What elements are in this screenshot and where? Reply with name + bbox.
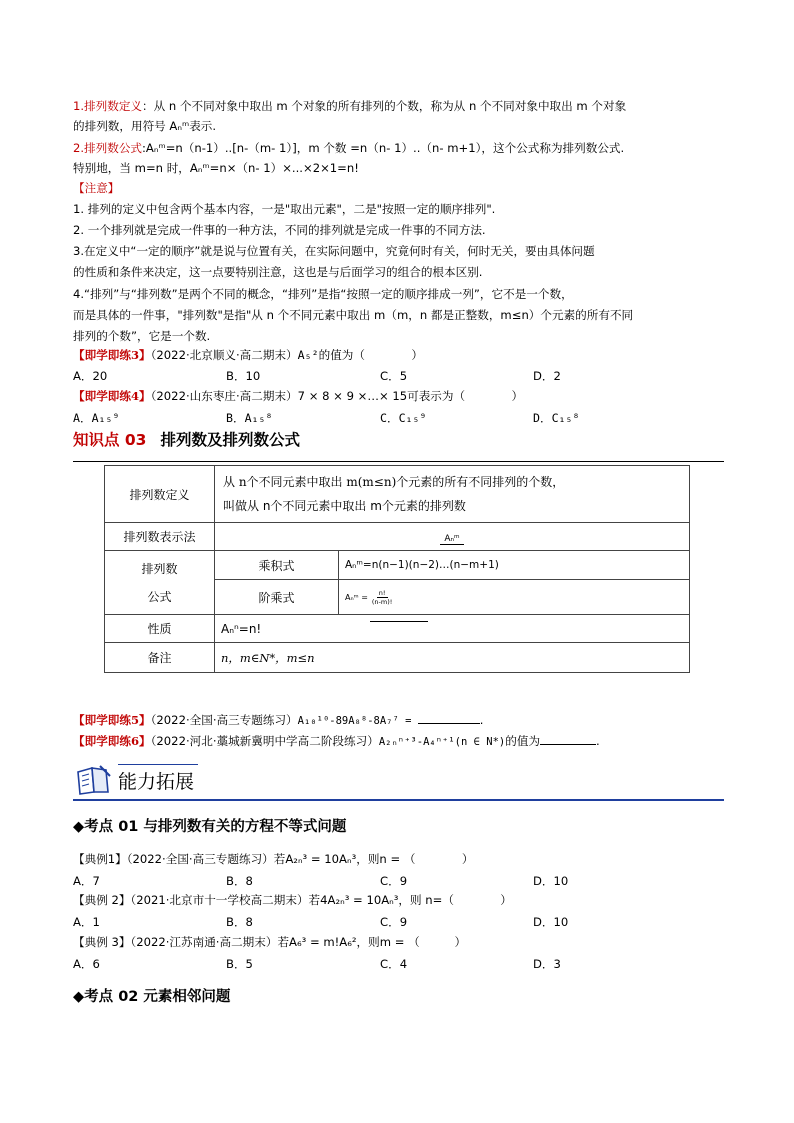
practice-5-stem	[73, 710, 483, 731]
product-value-cell: Aₙᵐ=n(n−1)(n−2)…(n−m+1)	[339, 551, 690, 580]
definition-label: 1.排列数定义	[73, 99, 143, 113]
factorial-lhs: Aₙᵐ =	[345, 592, 368, 602]
practice-4-stem	[73, 386, 523, 406]
notation-label-cell: 排列数表示法	[105, 523, 215, 551]
practice-6-tag: 【即学即练6】	[73, 734, 151, 748]
example-3-stem: 【典例 3】（2022·江苏南通·高二期末）若A₆³ = m!A₆²，则m = （ ）	[73, 935, 467, 949]
option-a: A．A₁₅⁹	[73, 411, 120, 425]
ability-title: 能力拓展	[118, 771, 195, 793]
point-01-title: ◆考点 01 与排列数有关的方程不等式问题	[73, 819, 347, 835]
note-item: 的性质和条件来决定，这一点要特别注意，这也是与后面学习的组合的根本区别.	[73, 265, 483, 279]
table-row	[105, 615, 690, 643]
note-item: 3.在定义中“一定的顺序”就是说与位置有关，在实际问题中，究竟何时有关，何时无关，要由具体问题	[73, 244, 595, 258]
practice-6-source: （2022·河北·藁城新冀明中学高二阶段练习）	[150, 734, 379, 748]
definition-line-1	[73, 96, 626, 116]
point-02-title: ◆考点 02 元素相邻问题	[73, 989, 231, 1005]
book-icon	[74, 762, 114, 798]
table-underline-mark	[370, 621, 428, 622]
option-b: B．5	[226, 957, 253, 971]
factorial-formula	[345, 589, 392, 606]
option-d: D．10	[533, 874, 569, 888]
option-b: B．10	[226, 369, 261, 383]
example-1-stem: 【典例1】（2022·全国·高三专题练习）若A₂ₙ³ = 10Aₙ³，则n = （ ）	[73, 852, 474, 866]
knowledge-point-name: 排列数及排列数公式	[160, 431, 300, 449]
practice-5-tag: 【即学即练5】	[73, 713, 151, 727]
notation-value-cell	[215, 523, 690, 551]
note-item: 2. 一个排列就是完成一件事的一种方法，不同的排列就是完成一件事的不同方法.	[73, 223, 486, 237]
formula-line-1	[73, 138, 624, 158]
practice-6-tail: 的值为	[505, 734, 541, 748]
definition-text-1: ：从 n 个不同对象中取出 m 个对象的所有排列的个数，称为从 n 个不同对象中取出 m 个对象	[142, 99, 627, 113]
definition-label-cell: 排列数定义	[105, 466, 215, 523]
option-a: A．7	[73, 874, 100, 888]
practice-6-stem	[73, 731, 600, 752]
table-row	[105, 551, 690, 580]
knowledge-point-rule	[73, 461, 724, 462]
practice-4-source: （2022·山东枣庄·高二期末）7 × 8 × 9 ×…× 15可表示为（ ）	[150, 389, 524, 403]
answer-blank[interactable]	[418, 723, 480, 724]
answer-blank[interactable]	[540, 744, 596, 745]
practice-5-end: .	[479, 713, 484, 727]
option-d: D．10	[533, 915, 569, 929]
remark-value-cell: n，m∈N*，m≤n	[215, 643, 690, 673]
practice-3-source: （2022·北京顺义·高二期末）	[150, 348, 298, 362]
definition-text-2: 的排列数，用符号 Aₙᵐ表示.	[73, 119, 217, 133]
formula-label-line-2: 公式	[147, 589, 172, 604]
permutation-table	[104, 465, 690, 673]
option-b: B．A₁₅⁸	[226, 411, 273, 425]
example-2-stem: 【典例 2】（2021·北京市十一学校高二期末）若4A₂ₙ³ = 10Aₙ³，则 n=（ ）	[73, 893, 512, 907]
formula-label-cell	[105, 551, 215, 615]
formula-label: 2.排列数公式	[73, 141, 143, 155]
option-c: C．9	[380, 915, 408, 929]
formula-label-line-1: 排列数	[141, 561, 178, 576]
table-row	[105, 643, 690, 673]
practice-5-source: （2022·全国·高三专题练习）	[150, 713, 298, 727]
knowledge-point-title	[73, 428, 300, 450]
practice-3-tail: 的值为（ ）	[318, 348, 423, 362]
knowledge-point-number: 知识点 03	[73, 431, 147, 449]
table-row	[105, 523, 690, 551]
factorial-fraction	[372, 589, 392, 606]
practice-6-expr: A₂ₙⁿ⁺³-A₄ⁿ⁺¹	[378, 736, 455, 748]
practice-3-expr: A₅²	[297, 348, 319, 362]
factorial-label-cell: 阶乘式	[215, 580, 339, 615]
option-d: D．C₁₅⁸	[533, 411, 580, 425]
note-item: 1. 排列的定义中包含两个基本内容，一是"取出元素"，二是"按照一定的顺序排列".	[73, 202, 496, 216]
option-c: C．5	[380, 369, 408, 383]
option-d: D．2	[533, 369, 561, 383]
definition-row-line-2: 叫做从 n个不同元素中取出 m个元素的排列数	[223, 499, 466, 513]
note-item: 排列的个数”，它是一个数.	[73, 329, 211, 343]
factorial-denominator: (n-m)!	[371, 597, 393, 606]
practice-4-tag: 【即学即练4】	[73, 389, 151, 403]
option-a: A．20	[73, 369, 108, 383]
note-item: 而是具体的一件事，"排列数"是指"从 n 个不同元素中取出 m（m，n 都是正整数，m≤n）个元素的所有不同	[73, 308, 634, 322]
remark-label-cell: 备注	[105, 643, 215, 673]
option-c: C．9	[380, 874, 408, 888]
definition-line-2	[73, 116, 216, 136]
option-d: D．3	[533, 957, 561, 971]
note-item: 4.“排列”与“排列数”是两个不同的概念，“排列”是指“按照一定的顺序排成一列”，它不是一个数，	[73, 287, 573, 301]
property-value-cell: Aₙⁿ=n!	[215, 615, 690, 643]
factorial-value-cell	[339, 580, 690, 615]
option-c: C．4	[380, 957, 408, 971]
practice-6-end: .	[596, 734, 600, 748]
note-title: 【注意】	[73, 181, 120, 195]
practice-3-tag: 【即学即练3】	[73, 348, 151, 362]
product-label-cell: 乘积式	[215, 551, 339, 580]
option-a: A．6	[73, 957, 100, 971]
option-c: C．C₁₅⁹	[380, 411, 427, 425]
notation-value: Aₙᵐ	[440, 534, 463, 545]
practice-5-expr: A₁₀¹⁰-89A₈⁸-8A₇⁷ =	[297, 715, 418, 727]
formula-text-2: 特别地，当 m=n 时，Aₙᵐ=n×（n- 1）×...×2×1=n!	[73, 161, 359, 175]
option-b: B．8	[226, 874, 253, 888]
ability-rule	[73, 799, 724, 801]
definition-row-line-1: 从 n个不同元素中取出 m(m≤n)个元素的所有不同排列的个数，	[223, 475, 565, 489]
factorial-numerator: n!	[378, 588, 386, 597]
formula-line-2	[73, 158, 359, 178]
option-a: A．1	[73, 915, 100, 929]
formula-text-1: :Aₙᵐ=n（n-1）..[n-（m- 1）]，m 个数 =n（n- 1）..（n- m+1），这个公式称为排列数公式.	[142, 141, 625, 155]
practice-3-stem	[73, 345, 423, 365]
property-label-cell: 性质	[105, 615, 215, 643]
ability-top-rule	[118, 764, 198, 765]
definition-value-cell	[215, 466, 690, 523]
table-row	[105, 466, 690, 523]
option-b: B．8	[226, 915, 253, 929]
practice-6-condition: (n ∈ N*)	[454, 736, 506, 748]
